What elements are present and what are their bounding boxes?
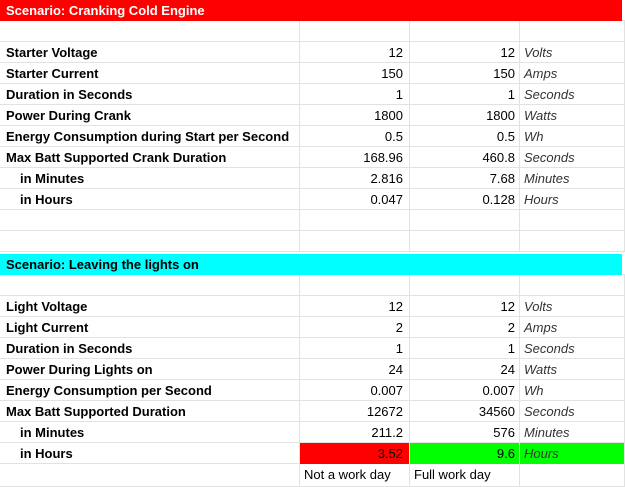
row-label[interactable]: Light Current bbox=[0, 317, 300, 338]
row-label[interactable]: Starter Voltage bbox=[0, 42, 300, 63]
scenario2-title[interactable]: Scenario: Leaving the lights on bbox=[6, 257, 199, 272]
row-label[interactable]: Energy Consumption per Second bbox=[0, 380, 300, 401]
value-col2[interactable]: 24 bbox=[410, 359, 520, 380]
scenario1-title[interactable]: Scenario: Cranking Cold Engine bbox=[6, 3, 205, 18]
unit-cell[interactable]: Hours bbox=[520, 189, 625, 210]
unit-cell[interactable]: Amps bbox=[520, 63, 625, 84]
cell[interactable] bbox=[0, 210, 300, 231]
cell[interactable] bbox=[0, 275, 300, 296]
value-col1[interactable]: 1 bbox=[300, 84, 410, 105]
unit-cell[interactable]: Minutes bbox=[520, 168, 625, 189]
value-col2[interactable]: 12 bbox=[410, 296, 520, 317]
cell[interactable] bbox=[410, 275, 520, 296]
table-row[interactable] bbox=[0, 84, 625, 105]
unit-cell[interactable]: Watts bbox=[520, 105, 625, 126]
row-label[interactable]: Duration in Seconds bbox=[0, 338, 300, 359]
value-col2[interactable]: 2 bbox=[410, 317, 520, 338]
value-col1[interactable]: 211.2 bbox=[300, 422, 410, 443]
value-col2[interactable]: 7.68 bbox=[410, 168, 520, 189]
scenario2-header-row[interactable] bbox=[0, 254, 625, 275]
scenario1-header-row[interactable] bbox=[0, 0, 625, 21]
unit-cell[interactable]: Wh bbox=[520, 126, 625, 147]
unit-cell[interactable]: Volts bbox=[520, 42, 625, 63]
cell[interactable] bbox=[520, 210, 625, 231]
value-col2[interactable]: 1 bbox=[410, 338, 520, 359]
table-row[interactable] bbox=[0, 42, 625, 63]
value-col1[interactable]: 2.816 bbox=[300, 168, 410, 189]
value-col2[interactable]: 0.128 bbox=[410, 189, 520, 210]
table-row[interactable] bbox=[0, 126, 625, 147]
row-label[interactable]: in Hours bbox=[0, 443, 300, 464]
value-col2[interactable]: 12 bbox=[410, 42, 520, 63]
value-col1[interactable]: 1800 bbox=[300, 105, 410, 126]
value-col1[interactable]: 2 bbox=[300, 317, 410, 338]
blank-row[interactable] bbox=[0, 21, 625, 42]
unit-cell[interactable]: Seconds bbox=[520, 147, 625, 168]
blank-row[interactable] bbox=[0, 210, 625, 231]
unit-cell-highlight[interactable]: Hours bbox=[520, 443, 625, 464]
value-col1[interactable]: 1 bbox=[300, 338, 410, 359]
footer-row[interactable] bbox=[0, 464, 625, 487]
table-row[interactable] bbox=[0, 296, 625, 317]
row-label[interactable]: Energy Consumption during Start per Second bbox=[0, 126, 300, 147]
table-row[interactable] bbox=[0, 189, 625, 210]
table-row[interactable] bbox=[0, 105, 625, 126]
unit-cell[interactable]: Seconds bbox=[520, 84, 625, 105]
cell[interactable] bbox=[0, 464, 300, 487]
row-label[interactable]: Light Voltage bbox=[0, 296, 300, 317]
value-col2[interactable]: 34560 bbox=[410, 401, 520, 422]
cell[interactable] bbox=[520, 21, 625, 42]
footer-label-full-work-day[interactable]: Full work day bbox=[410, 464, 520, 487]
row-label[interactable]: Power During Crank bbox=[0, 105, 300, 126]
value-col2[interactable]: 0.5 bbox=[410, 126, 520, 147]
row-label[interactable]: in Minutes bbox=[0, 168, 300, 189]
blank-row[interactable] bbox=[0, 275, 625, 296]
table-row[interactable] bbox=[0, 168, 625, 189]
value-col1[interactable]: 168.96 bbox=[300, 147, 410, 168]
table-row[interactable] bbox=[0, 317, 625, 338]
value-col1[interactable]: 0.047 bbox=[300, 189, 410, 210]
footer-label-not-work-day[interactable]: Not a work day bbox=[300, 464, 410, 487]
table-row[interactable] bbox=[0, 443, 625, 464]
row-label[interactable]: Starter Current bbox=[0, 63, 300, 84]
value-col2[interactable]: 1800 bbox=[410, 105, 520, 126]
value-col2[interactable]: 1 bbox=[410, 84, 520, 105]
cell[interactable] bbox=[300, 231, 410, 252]
row-label[interactable]: Power During Lights on bbox=[0, 359, 300, 380]
cell[interactable] bbox=[300, 275, 410, 296]
cell[interactable] bbox=[520, 275, 625, 296]
value-col2[interactable]: 460.8 bbox=[410, 147, 520, 168]
row-label[interactable]: in Minutes bbox=[0, 422, 300, 443]
value-col2[interactable]: 0.007 bbox=[410, 380, 520, 401]
table-row[interactable] bbox=[0, 338, 625, 359]
unit-cell[interactable]: Watts bbox=[520, 359, 625, 380]
cell[interactable] bbox=[300, 21, 410, 42]
value-col1[interactable]: 12 bbox=[300, 42, 410, 63]
row-label[interactable]: Duration in Seconds bbox=[0, 84, 300, 105]
table-row[interactable] bbox=[0, 380, 625, 401]
row-label[interactable]: Max Batt Supported Crank Duration bbox=[0, 147, 300, 168]
table-row[interactable] bbox=[0, 422, 625, 443]
value-col2[interactable]: 576 bbox=[410, 422, 520, 443]
value-col1[interactable]: 0.007 bbox=[300, 380, 410, 401]
value-col2[interactable]: 150 bbox=[410, 63, 520, 84]
blank-row[interactable] bbox=[0, 231, 625, 252]
cell[interactable] bbox=[300, 210, 410, 231]
table-row[interactable] bbox=[0, 401, 625, 422]
cell[interactable] bbox=[410, 231, 520, 252]
value-col2-highlight[interactable]: 9.6 bbox=[410, 443, 520, 464]
value-col1-highlight[interactable]: 3.52 bbox=[300, 443, 410, 464]
cell[interactable] bbox=[520, 231, 625, 252]
cell[interactable] bbox=[410, 210, 520, 231]
cell[interactable] bbox=[410, 21, 520, 42]
value-col1[interactable]: 150 bbox=[300, 63, 410, 84]
unit-cell[interactable]: Volts bbox=[520, 296, 625, 317]
unit-cell[interactable]: Seconds bbox=[520, 338, 625, 359]
table-row[interactable] bbox=[0, 359, 625, 380]
unit-cell[interactable]: Amps bbox=[520, 317, 625, 338]
unit-cell[interactable]: Minutes bbox=[520, 422, 625, 443]
row-label[interactable]: Max Batt Supported Duration bbox=[0, 401, 300, 422]
unit-cell[interactable]: Wh bbox=[520, 380, 625, 401]
row-label[interactable]: in Hours bbox=[0, 189, 300, 210]
value-col1[interactable]: 12672 bbox=[300, 401, 410, 422]
cell[interactable] bbox=[0, 21, 300, 42]
cell[interactable] bbox=[0, 231, 300, 252]
value-col1[interactable]: 24 bbox=[300, 359, 410, 380]
cell[interactable] bbox=[520, 464, 625, 487]
table-row[interactable] bbox=[0, 147, 625, 168]
value-col1[interactable]: 12 bbox=[300, 296, 410, 317]
table-row[interactable] bbox=[0, 63, 625, 84]
value-col1[interactable]: 0.5 bbox=[300, 126, 410, 147]
unit-cell[interactable]: Seconds bbox=[520, 401, 625, 422]
